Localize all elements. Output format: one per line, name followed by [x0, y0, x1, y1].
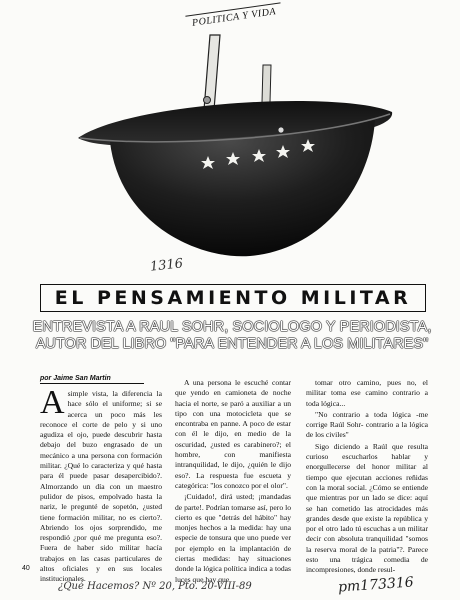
paragraph: "No contrario a toda lógica -me corrige Raúl Sohr- contrario a la lógica de los civiles" — [306, 409, 428, 440]
subtitle-line-2: AUTOR DEL LIBRO "PARA ENTENDER A LOS MILITARES" — [35, 336, 429, 352]
handwritten-footer: ¿Qué Hacemos? Nº 20, Pto. 20-VIII-89 — [58, 581, 252, 592]
title-box — [40, 284, 426, 312]
text-column-1 — [40, 384, 162, 585]
page-number: 40 — [22, 565, 30, 572]
helmet-illustration — [70, 20, 400, 270]
text-column-2 — [175, 378, 291, 585]
paragraph: Sigo diciendo a Raúl que resulta curioso escucharlos hablar y enorgullecerse del honor militar al tiempo que ejecutan acciones reñidas con la moral social. ¿Cómo se entiende que mientras por un lado se dice: aquí se han cometido las atrocidades más grandes desde que existe la república y por el otro lado tú escuchas a un militar decir con absoluta tranquilidad "somos la reserva moral de la patria"?. Parece esto una trágica comedia de incompresiones, donde resul- — [306, 441, 428, 575]
paragraph-text: simple vista, la diferencia la hace sólo el uniforme; si se acerca un poco más les reconoce el corte de pelo y si uno agudiza el ojo, puede descubrir hasta debajo del buzo engrasado de un mecánico a una persona con formación militar. ¿Qué lo caracteriza y qué hasta para él puede pasar desapercibido?. Almorzando un día con un maestro pulidor de pisos, empolvado hasta la nariz, le pregunté de sopetón, ¿usted tiene formación militar, no es cierto?. Abriendo los ojos sorprendido, me respondió ¿por qué me pregunta eso?. Fuera de haber sido militar hacía trabajos en las casas particulares de altos oficiales y en sus locales institucionales. — [40, 389, 162, 584]
article-subtitle — [30, 319, 434, 353]
text-column-3 — [306, 378, 428, 576]
paragraph: ¡Cuidado!, dirá usted; ¡mandadas de parte!. Podrían tomarse así, pero lo cierto es que "detrás del hábito" hay monjes hechos a la medida: hay una especie de tonsura que uno puede ver por ejemplo en la implantación de ciertas medidas: hay situaciones donde la lógica política indica a todas luces que hay que — [175, 492, 291, 584]
handwritten-code: pm173316 — [337, 574, 415, 596]
article-title: EL PENSAMIENTO MILITAR — [54, 286, 412, 309]
byline: por Jaime San Martin — [40, 375, 144, 384]
paragraph: A una persona le escuché contar que yendo en camioneta de noche hacia el norte, se paró a auxiliar a un tipo con una motocicleta que se encontraba en panne. A poco de estar con él le dijo, en medio de la oscuridad, ¿usted es carabinero?; el hombre, con manifiesta intranquilidad, le dijo, ¿quién le dijo eso?. La respuesta fue escueta y categórica: "los conozco por el olor". — [175, 378, 291, 490]
paragraph — [40, 384, 162, 585]
paragraph: tomar otro camino, pues no, el militar toma ese camino contrario a toda lógica... — [306, 378, 428, 408]
section-tag-text: POLITICA Y VIDA — [191, 5, 277, 29]
handwritten-reference: 1316 — [149, 256, 184, 275]
drop-cap: A — [40, 384, 65, 421]
subtitle-line-1: ENTREVISTA A RAUL SOHR, SOCIOLOGO Y PERIODISTA, — [32, 319, 432, 335]
